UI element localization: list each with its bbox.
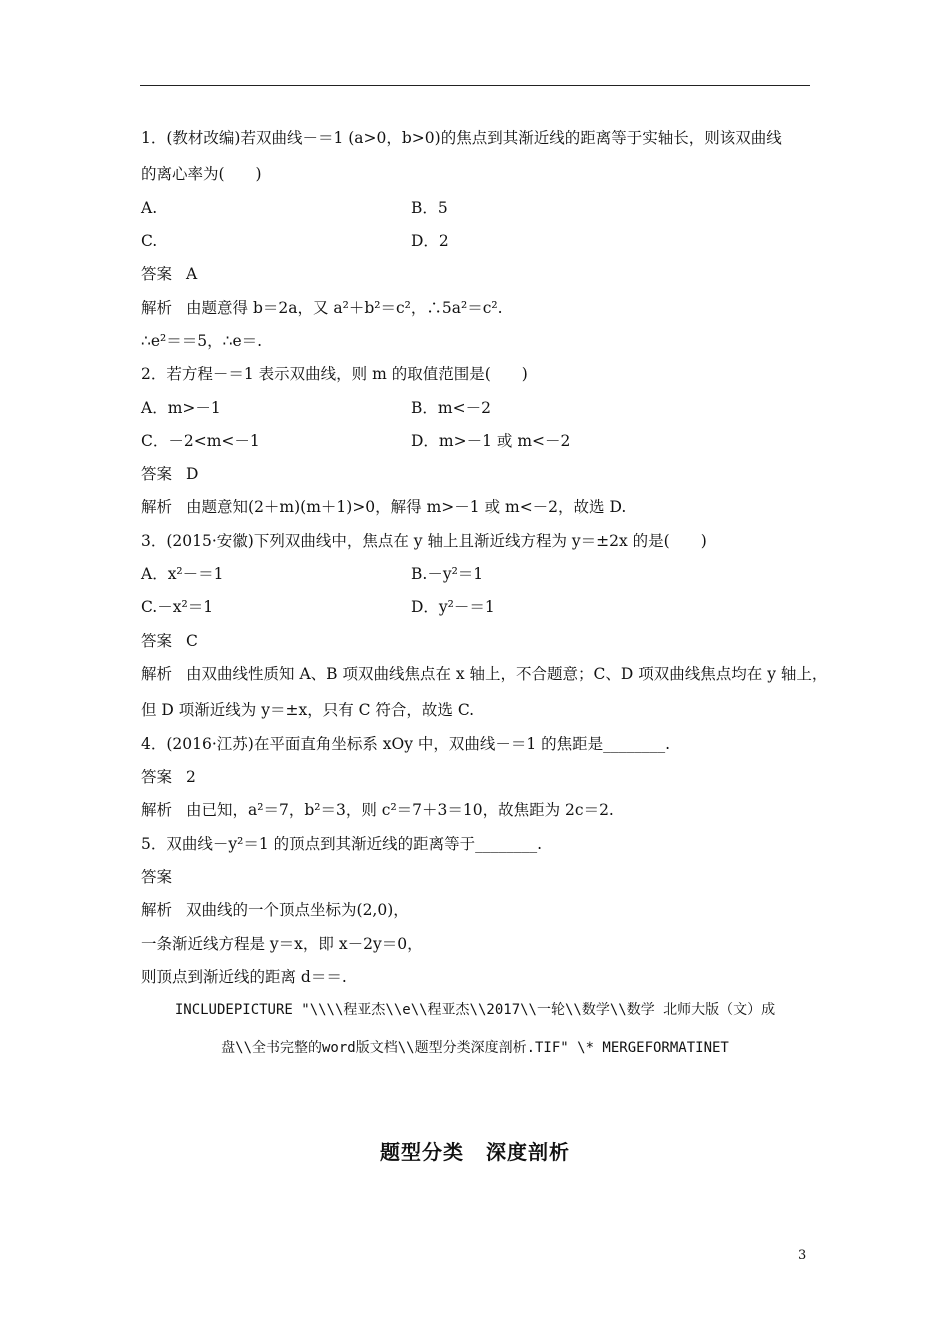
q5-answer-label: 答案 [141, 868, 173, 886]
q2-option-b: B．m<－2 [411, 399, 491, 417]
q5-analysis-line-3: 则顶点到渐近线的距离 d＝＝. [141, 968, 347, 986]
q3-option-a: A．x²－＝1 [141, 565, 224, 583]
header-rule [140, 85, 810, 86]
q1-option-c: C. [141, 232, 158, 250]
q2-option-c: C．－2<m<－1 [141, 432, 260, 450]
section-heading [0, 1136, 950, 1165]
q1-option-d: D．2 [411, 232, 449, 250]
q5-analysis [141, 900, 409, 920]
q1-option-b: B．5 [411, 199, 448, 217]
q4-analysis [141, 800, 614, 820]
field-code-line-2: 盘\\全书完整的word版文档\\题型分类深度剖析.TIF" \* MERGEFORMATINET [221, 1040, 729, 1056]
analysis-label: 解析 [141, 801, 173, 819]
answer-label: 答案 [141, 768, 173, 786]
q1-analysis-line-2: ∴e²＝＝5，∴e＝. [141, 332, 263, 350]
q3-analysis [141, 664, 827, 684]
answer-value: A [186, 265, 198, 283]
analysis-text: 由题意得 b＝2a，又 a²＋b²＝c²，∴5a²＝c². [186, 299, 503, 317]
analysis-label: 解析 [141, 901, 173, 919]
q3-option-b: B.－y²＝1 [411, 565, 484, 583]
page-number: 3 [798, 1248, 807, 1263]
analysis-text: 由题意知(2＋m)(m＋1)>0，解得 m>－1 或 m<－2，故选 D. [186, 498, 627, 516]
q4-answer [141, 767, 196, 787]
q2-analysis [141, 497, 626, 517]
answer-label: 答案 [141, 465, 173, 483]
field-code-line-1: INCLUDEPICTURE "\\\\程亚杰\\e\\程亚杰\\2017\\一轮\\数学\\数学 北师大版（文）成 [174, 1002, 776, 1018]
section-heading-part-1: 题型分类 [380, 1140, 464, 1164]
q4-stem: 4．(2016·江苏)在平面直角坐标系 xOy 中，双曲线－＝1 的焦距是________. [141, 735, 671, 753]
q1-stem-line-1: 1．(教材改编)若双曲线－＝1 (a>0，b>0)的焦点到其渐近线的距离等于实轴长，则该双曲线 [141, 129, 782, 147]
q2-option-a: A．m>－1 [141, 399, 221, 417]
analysis-text: 由双曲线性质知 A、B 项双曲线焦点在 x 轴上，不合题意；C、D 项双曲线焦点均在 y 轴上， [186, 665, 828, 683]
q2-answer [141, 464, 198, 484]
q2-stem: 2．若方程－＝1 表示双曲线，则 m 的取值范围是( ) [141, 365, 528, 383]
q3-option-c: C.－x²＝1 [141, 598, 214, 616]
answer-value: C [186, 632, 198, 650]
analysis-label: 解析 [141, 665, 173, 683]
section-heading-part-2: 深度剖析 [486, 1140, 570, 1164]
q5-stem: 5．双曲线－y²＝1 的顶点到其渐近线的距离等于________. [141, 835, 543, 853]
q5-analysis-line-2: 一条渐近线方程是 y＝x，即 x－2y＝0， [141, 935, 423, 953]
q1-answer [141, 264, 197, 284]
analysis-text: 双曲线的一个顶点坐标为(2,0)， [186, 901, 409, 919]
q2-option-d: D．m>－1 或 m<－2 [411, 432, 571, 450]
q3-stem: 3．(2015·安徽)下列双曲线中，焦点在 y 轴上且渐近线方程为 y＝±2x 的是( ) [141, 532, 707, 550]
answer-value: D [186, 465, 199, 483]
answer-label: 答案 [141, 265, 173, 283]
q1-option-a: A. [141, 199, 158, 217]
analysis-label: 解析 [141, 498, 173, 516]
q3-option-d: D．y²－＝1 [411, 598, 495, 616]
q3-analysis-line-2: 但 D 项渐近线为 y＝±x，只有 C 符合，故选 C. [141, 701, 475, 719]
analysis-label: 解析 [141, 299, 173, 317]
analysis-text: 由已知，a²＝7，b²＝3，则 c²＝7＋3＝10，故焦距为 2c＝2. [186, 801, 614, 819]
answer-label: 答案 [141, 632, 173, 650]
q3-answer [141, 631, 198, 651]
q1-stem-line-2: 的离心率为( ) [141, 165, 262, 183]
answer-value: 2 [186, 768, 196, 786]
q1-analysis [141, 298, 503, 318]
